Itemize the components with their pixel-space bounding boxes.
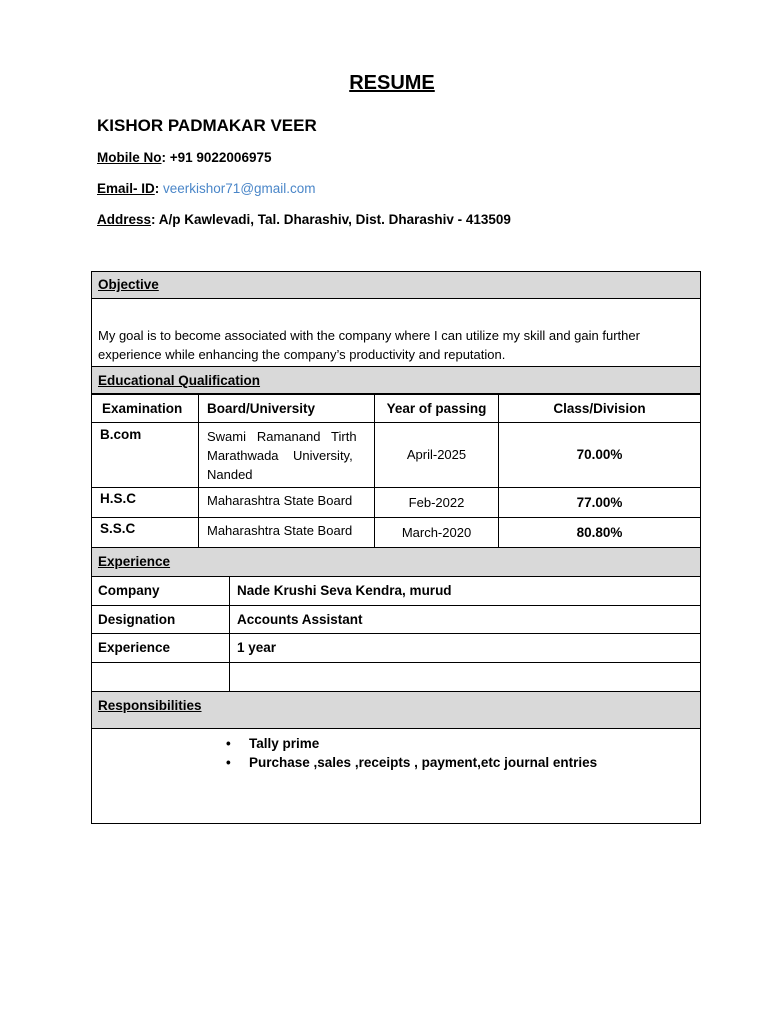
address-label: Address	[97, 212, 152, 227]
candidate-name: KISHOR PADMAKAR VEER	[97, 116, 317, 135]
list-item: • Purchase ,sales ,receipts , payment,etc journal entries	[226, 755, 598, 770]
edu-exam: S.S.C	[91, 517, 199, 548]
address-value: : A/p Kawlevadi, Tal. Dharashiv, Dist. Dharashiv - 413509	[151, 212, 511, 227]
exp-value-company: Nade Krushi Seva Kendra, murud	[229, 576, 701, 606]
edu-board	[198, 422, 375, 488]
edu-board: Maharashtra State Board	[198, 517, 375, 548]
exp-label-designation: Designation	[91, 605, 230, 634]
exp-label-company: Company	[91, 576, 230, 606]
mobile-line	[97, 150, 271, 165]
exp-empty-value	[229, 662, 701, 692]
edu-board-line2: Marathwada University,	[207, 448, 353, 463]
exp-empty-label	[91, 662, 230, 692]
responsibilities-list	[226, 734, 597, 772]
address-line	[97, 212, 511, 227]
mobile-value: : +91 9022006975	[161, 150, 272, 165]
resume-title: RESUME	[349, 72, 435, 94]
responsibilities-box	[91, 728, 701, 824]
experience-heading: Experience	[91, 547, 701, 577]
objective-text-line1: My goal is to become associated with the company where I can utilize my skill and gain further	[98, 328, 640, 343]
exp-value-duration: 1 year	[229, 633, 701, 663]
objective-text-line2: experience while enhancing the company’s productivity and reputation.	[98, 347, 506, 362]
edu-year: March-2020	[374, 517, 499, 548]
col-examination: Examination	[91, 394, 199, 423]
exp-value-designation: Accounts Assistant	[229, 605, 701, 634]
objective-box	[91, 298, 701, 367]
objective-heading: Objective	[91, 271, 701, 299]
col-year: Year of passing	[374, 394, 499, 423]
email-label: Email- ID	[97, 181, 155, 196]
email-line	[97, 181, 316, 196]
email-link[interactable]: veerkishor71@gmail.com	[163, 181, 316, 196]
edu-board-line1: Swami Ramanand Tirth	[207, 429, 357, 444]
edu-year: April-2025	[374, 422, 499, 488]
email-sep: :	[154, 181, 160, 196]
mobile-label: Mobile No	[97, 150, 162, 165]
col-class: Class/Division	[498, 394, 701, 423]
edu-exam: H.S.C	[91, 487, 199, 518]
education-heading: Educational Qualification	[91, 366, 701, 395]
responsibilities-heading: Responsibilities	[91, 691, 701, 729]
edu-class: 70.00%	[498, 422, 701, 488]
list-item: • Tally prime	[226, 736, 320, 751]
edu-board: Maharashtra State Board	[198, 487, 375, 518]
exp-label-duration: Experience	[91, 633, 230, 663]
edu-class: 80.80%	[498, 517, 701, 548]
edu-board-line3: Nanded	[207, 467, 253, 482]
col-board: Board/University	[198, 394, 375, 423]
objective-text	[98, 326, 640, 364]
edu-year: Feb-2022	[374, 487, 499, 518]
edu-exam: B.com	[91, 422, 199, 488]
edu-class: 77.00%	[498, 487, 701, 518]
